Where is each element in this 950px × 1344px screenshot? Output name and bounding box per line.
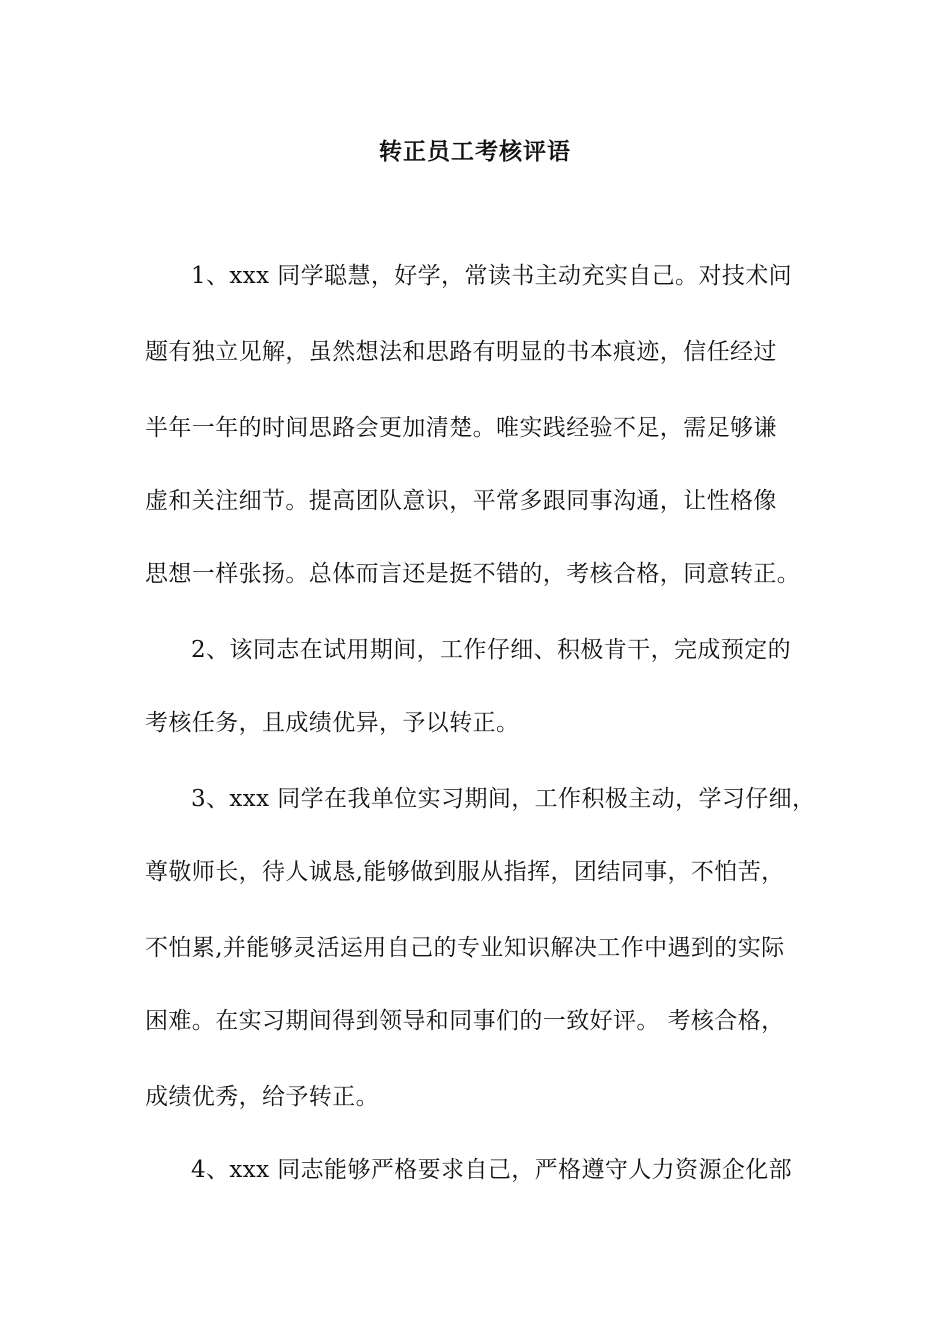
paragraph-3-line-1: 3、xxx 同学在我单位实习期间，工作积极主动，学习仔细， [191,786,816,812]
paragraph-3-line-5: 成绩优秀，给予转正。 [145,1084,379,1110]
paragraph-1-line-5: 思想一样张扬。总体而言还是挺不错的，考核合格，同意转正。 [145,561,801,587]
paragraph-2-line-2: 考核任务，且成绩优异，予以转正。 [145,710,520,736]
paragraph-1-line-1: 1、xxx 同学聪慧，好学，常读书主动充实自己。对技术问 [191,263,793,289]
paragraph-3-line-4: 困难。在实习期间得到领导和同事们的一致好评。 考核合格， [145,1008,785,1034]
paragraph-1-line-2: 题有独立见解，虽然想法和思路有明显的书本痕迹，信任经过 [145,339,777,365]
paragraph-4-line-1: 4、xxx 同志能够严格要求自己，严格遵守人力资源企化部 [191,1157,793,1183]
paragraph-1-line-4: 虚和关注细节。提高团队意识，平常多跟同事沟通，让性格像 [145,488,777,514]
paragraph-1-line-3: 半年一年的时间思路会更加清楚。唯实践经验不足，需足够谦 [145,415,777,441]
paragraph-2-line-1: 2、该同志在试用期间，工作仔细、积极肯干，完成预定的 [191,637,792,663]
page-title: 转正员工考核评语 [379,138,571,165]
paragraph-3-line-3: 不怕累,并能够灵活运用自己的专业知识解决工作中遇到的实际 [145,935,785,961]
paragraph-3-line-2: 尊敬师长，待人诚恳,能够做到服从指挥，团结同事，不怕苦， [145,859,785,885]
